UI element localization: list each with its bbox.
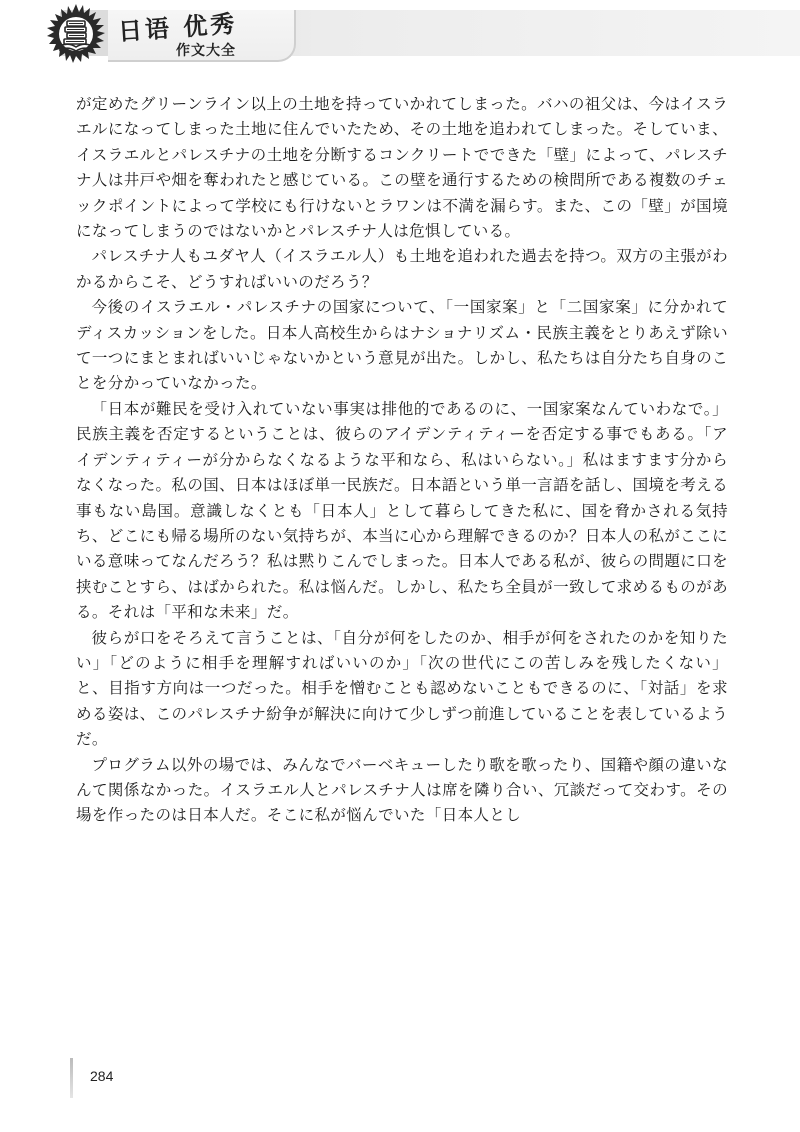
- paragraph-1: が定めたグリーンライン以上の土地を持っていかれてしまった。バハの祖父は、今はイスラエルになってしまった土地に住んでいたため、その土地を追われてしまった。そしていま、イスラエルとパレスチナの土地を分断するコンクリートでできた「壁」によって、パレスチナ人は井戸や畑を奪われたと感じている。この壁を通行するための検問所である複数のチェックポイントによって学校にも行けないとラワンは不満を漏らす。また、この「壁」が国境になってしまうのではないかとパレスチナ人は危惧している。: [76, 95, 728, 241]
- footer-bar: [70, 1058, 73, 1098]
- sunburst-book-stack-icon: [36, 2, 122, 68]
- paragraph-3: 今後のイスラエル・パレスチナの国家について、「一国家案」と「二国家案」に分かれてディスカッションをした。日本人高校生からはナショナリズム・民族主義をとりあえず除いて一つにまとまればいいじゃないかという意見が出た。しかし、私たちは自分たち自身のことを分かっていなかった。: [76, 298, 728, 393]
- header-subtitle: 作文大全: [176, 43, 236, 59]
- paragraph-4: 「日本が難民を受け入れていない事実は排他的であるのに、一国家案なんていわなで。」民族主義を否定するということは、彼らのアイデンティティーを否定する事でもある。「アイデンティティーが分からなくなるような平和なら、私はいらない。」私はますます分からなくなった。私の国、日本はほぼ単一民族だ。日本語という単一言語を話し、国境を考える事もない島国。意識しなくとも「日本人」として暮らしてきた私に、国を脅かされる気持ち、どこにも帰る場所のない気持ちが、本当に心から理解できるのか？日本人の私がここにいる意味ってなんだろう？私は黙りこんでしまった。日本人である私が、彼らの問題に口を挟むことすら、はばかられた。私は悩んだ。しかし、私たち全員が一致して求めるものがある。それは「平和な未来」だ。: [76, 399, 728, 622]
- page-number: 284: [90, 1068, 114, 1084]
- paragraph-6: プログラム以外の場では、みんなでバーベキューしたり歌を歌ったり、国籍や顔の違いなんて関係なかった。イスラエル人とパレスチナ人は席を隣り合い、冗談だって交わす。その場を作ったのは日本人だ。そこに私が悩んでいた「日本人とし: [76, 755, 728, 825]
- page-header: [0, 0, 800, 70]
- body-text: [76, 92, 728, 829]
- paragraph-2: パレスチナ人もユダヤ人（イスラエル人）も土地を追われた過去を持つ。双方の主張がわかるからこそ、どうすればいいのだろう？: [76, 247, 728, 291]
- header-title: 日语 优秀: [117, 9, 239, 46]
- paragraph-5: 彼らが口をそろえて言うことは、「自分が何をしたのか、相手が何をされたのかを知りたい」「どのように相手を理解すればいいのか」「次の世代にこの苦しみを残したくない」と、目指す方向は一つだった。相手を憎むことも認めないこともできるのに、「対話」を求める姿は、このパレスチナ紛争が解決に向けて少しずつ前進していることを表しているようだ。: [76, 628, 728, 749]
